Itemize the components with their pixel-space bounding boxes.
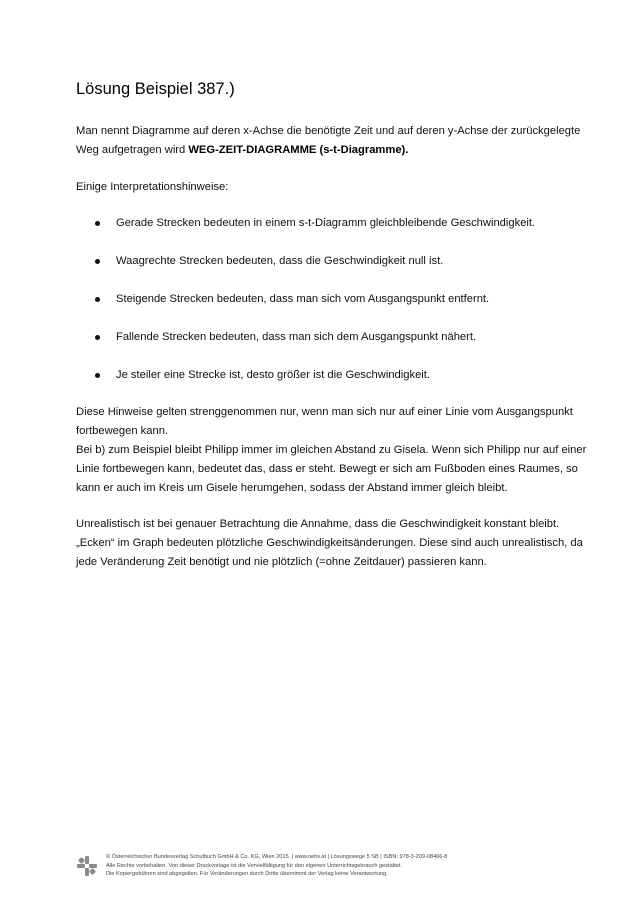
list-item [76, 366, 596, 404]
footer-line: Alle Rechte vorbehalten. Von dieser Druckvorlage ist die Vervielfältigung für den eigenen Unterrichtsgebrauch gestattet. [106, 862, 403, 869]
list-item [76, 252, 596, 290]
list-item [76, 328, 596, 366]
list-item-text: Waagrechte Strecken bedeuten, dass die Geschwindigkeit null ist. [116, 255, 444, 267]
paragraph-realism [76, 515, 601, 572]
bullet-icon [95, 297, 100, 302]
footer-text [106, 853, 616, 879]
hints-heading: Einige Interpretationshinweise: [76, 181, 229, 193]
publisher-logo-icon [76, 855, 98, 877]
intro-paragraph [76, 122, 596, 160]
hints-list [76, 214, 596, 404]
list-item-text: Steigende Strecken bedeuten, dass man sich vom Ausgangspunkt entfernt. [116, 293, 490, 305]
paragraph-line: Bei b) zum Beispiel bleibt Philipp immer im gleichen Abstand zu Gisela. Wenn sich Philipp nur auf einer Linie fortbewegen kann, bedeutet das, dass er steht. Bewegt er sich am Fußboden eines Raumes, so kann er auch im Kreis um Gisele herumgehen, sodass der Abstand immer gleich bleibt. [76, 444, 587, 494]
footer-line: © Österreichischer Bundesverlag Schulbuch GmbH & Co. KG, Wien 2015. | www.oebv.at | Lösungswege 5 SB | ISBN: 978-3-209-08466-8 [106, 854, 448, 860]
intro-bold-term: WEG-ZEIT-DIAGRAMME (s-t-Diagramme). [188, 144, 409, 156]
bullet-icon [95, 373, 100, 378]
list-item [76, 214, 596, 252]
paragraph-restriction [76, 403, 601, 498]
intro-text: Man nennt Diagramme auf deren x-Achse die benötigte Zeit und auf deren y-Achse der zurückgelegte Weg aufgetragen wird [76, 125, 581, 156]
footer-line: Die Kopiergebühren sind abgegolten. Für Veränderungen durch Dritte übernimmt der Verlag keine Verantwortung. [106, 871, 388, 877]
list-item-text: Je steiler eine Strecke ist, desto größer ist die Geschwindigkeit. [116, 369, 431, 381]
bullet-icon [95, 259, 100, 264]
paragraph-line: Unrealistisch ist bei genauer Betrachtung die Annahme, dass die Geschwindigkeit konstant bleibt. [76, 518, 560, 530]
page-title: Lösung Beispiel 387.) [76, 80, 235, 98]
bullet-icon [95, 335, 100, 340]
bullet-icon [95, 221, 100, 226]
paragraph-line: „Ecken“ im Graph bedeuten plötzliche Geschwindigkeitsänderungen. Diese sind auch unrealistisch, da jede Veränderung Zeit benötigt und nie plötzlich (=ohne Zeitdauer) passieren kann. [76, 537, 583, 568]
list-item [76, 290, 596, 328]
list-item-text: Fallende Strecken bedeuten, dass man sich dem Ausgangspunkt nähert. [116, 331, 477, 343]
paragraph-line: Diese Hinweise gelten strenggenommen nur, wenn man sich nur auf einer Linie vom Ausgangspunkt fortbewegen kann. [76, 406, 573, 437]
list-item-text: Gerade Strecken bedeuten in einem s-t-Diagramm gleichbleibende Geschwindigkeit. [116, 217, 536, 229]
